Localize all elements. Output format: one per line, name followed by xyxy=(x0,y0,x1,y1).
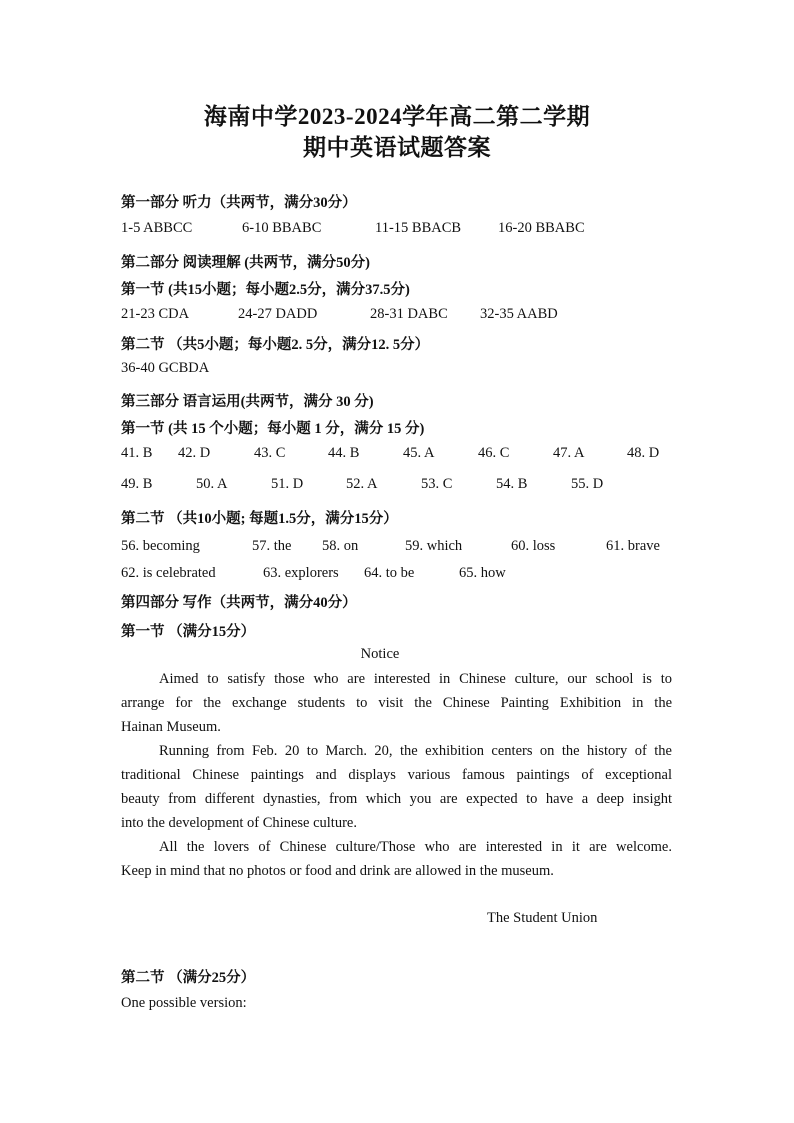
notice-line: arrange for the exchange students to visit the Chinese Painting Exhibition in the xyxy=(121,695,672,711)
answer-item: 54. B xyxy=(496,476,528,492)
answer-item: 60. loss xyxy=(511,538,556,554)
answer-group: 11-15 BBACB xyxy=(375,220,462,236)
part3-section1-heading: 第一节 (共 15 个小题；每小题 1 分，满分 15 分) xyxy=(121,421,425,437)
answer-item: 49. B xyxy=(121,476,153,492)
notice-line: Aimed to satisfy those who are interested in Chinese culture, our school is to xyxy=(159,671,672,687)
answer-item: 65. how xyxy=(459,565,506,581)
answer-item: 64. to be xyxy=(364,565,415,581)
answer-group: 36-40 GCBDA xyxy=(121,360,210,376)
answer-item: 48. D xyxy=(627,445,660,461)
part2-section2-heading: 第二节 （共5小题；每小题2. 5分，满分12. 5分） xyxy=(121,337,430,353)
answer-item: 57. the xyxy=(252,538,292,554)
notice-title: Notice xyxy=(360,646,400,662)
answer-item: 61. brave xyxy=(606,538,660,554)
part2-heading: 第二部分 阅读理解 (共两节，满分50分) xyxy=(121,255,370,271)
notice-line: Keep in mind that no photos or food and drink are allowed in the museum. xyxy=(121,863,554,879)
answer-item: 51. D xyxy=(271,476,304,492)
part3-section2-heading: 第二节 （共10小题; 每题1.5分，满分15分） xyxy=(121,511,398,527)
document-title-line2: 期中英语试题答案 xyxy=(303,135,491,160)
answer-item: 46. C xyxy=(478,445,510,461)
notice-signature: The Student Union xyxy=(487,910,598,926)
sample-version-label: One possible version: xyxy=(121,995,247,1011)
answer-item: 55. D xyxy=(571,476,604,492)
answer-item: 53. C xyxy=(421,476,453,492)
answer-group: 28-31 DABC xyxy=(370,306,448,322)
answer-group: 24-27 DADD xyxy=(238,306,318,322)
answer-group: 16-20 BBABC xyxy=(498,220,585,236)
answer-item: 45. A xyxy=(403,445,435,461)
answer-group: 6-10 BBABC xyxy=(242,220,322,236)
answer-item: 43. C xyxy=(254,445,286,461)
part1-heading: 第一部分 听力（共两节，满分30分） xyxy=(121,195,357,211)
answer-item: 63. explorers xyxy=(263,565,339,581)
answer-item: 44. B xyxy=(328,445,360,461)
part4-section2-heading: 第二节 （满分25分） xyxy=(121,970,256,986)
notice-line: into the development of Chinese culture. xyxy=(121,815,357,831)
part4-section1-heading: 第一节 （满分15分） xyxy=(121,624,256,640)
answer-item: 56. becoming xyxy=(121,538,200,554)
notice-line: beauty from different dynasties, from which you are expected to have a deep insight xyxy=(121,791,672,807)
answer-item: 58. on xyxy=(322,538,359,554)
notice-line: Hainan Museum. xyxy=(121,719,221,735)
notice-line: Running from Feb. 20 to March. 20, the exhibition centers on the history of the xyxy=(159,743,672,759)
answer-item: 41. B xyxy=(121,445,153,461)
part3-heading: 第三部分 语言运用(共两节，满分 30 分) xyxy=(121,394,374,410)
answer-item: 42. D xyxy=(178,445,211,461)
answer-item: 62. is celebrated xyxy=(121,565,216,581)
document-title-line1: 海南中学2023-2024学年高二第二学期 xyxy=(203,104,591,129)
answer-item: 52. A xyxy=(346,476,378,492)
answer-group: 1-5 ABBCC xyxy=(121,220,193,236)
answer-group: 32-35 AABD xyxy=(480,306,558,322)
answer-group: 21-23 CDA xyxy=(121,306,190,322)
answer-item: 50. A xyxy=(196,476,228,492)
part2-section1-heading: 第一节 (共15小题；每小题2.5分，满分37.5分) xyxy=(121,282,410,298)
notice-line: All the lovers of Chinese culture/Those who are interested in it are welcome. xyxy=(159,839,672,855)
answer-item: 59. which xyxy=(405,538,463,554)
answer-item: 47. A xyxy=(553,445,585,461)
part4-heading: 第四部分 写作（共两节，满分40分） xyxy=(121,595,357,611)
notice-line: traditional Chinese paintings and displays various famous paintings of exceptional xyxy=(121,767,672,783)
